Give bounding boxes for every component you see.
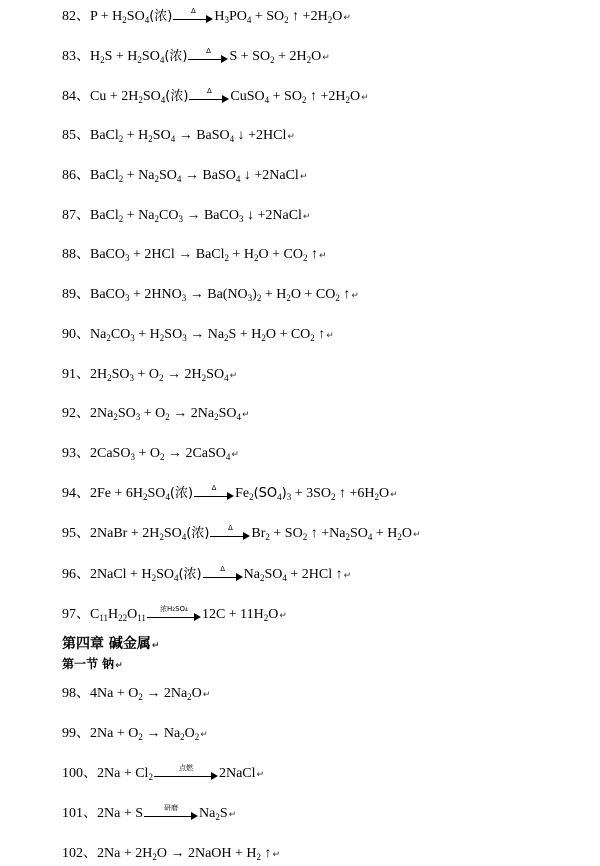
- return-mark-icon: ↵: [229, 371, 238, 381]
- heating-arrow: Δ: [173, 10, 213, 24]
- equation-94: 94、$2Fe + 6H_2SO_4$(浓) Δ $Fe_2(SO_4)_3 + 3SO_2$ ↑ $+6H_2O↵$: [62, 483, 398, 502]
- return-mark-icon: ↵: [256, 770, 265, 780]
- heating-arrow: Δ: [188, 50, 228, 64]
- equation-98: 98、$4Na + O_2$ → $2Na_2O↵$: [62, 686, 211, 702]
- return-mark-icon: ↵: [228, 810, 237, 820]
- return-mark-icon: ↵: [319, 251, 327, 261]
- return-mark-icon: ↵: [326, 331, 334, 341]
- equation-95: 95、2NaBr + $2H_2SO_4$(浓) Δ $Br_2 + SO_2$ ↑ $+Na_2SO_4$ + $H_2O↵$: [62, 523, 421, 542]
- heating-arrow: Δ: [194, 487, 234, 501]
- equation-82: 82、$P + H_2SO_4$(浓) Δ $H_3PO_4 + SO_2$ ↑ $+2H_2O↵$: [62, 6, 351, 25]
- heating-arrow: Δ: [189, 90, 229, 104]
- equation-92: 92、$2Na_2SO_3 + O_2$ → $2Na_2SO_4↵$: [62, 406, 250, 422]
- return-mark-icon: ↵: [200, 730, 208, 740]
- equation-91: 91、$2H_2SO_3 + O_2$ → $2H_2SO_4↵$: [62, 367, 238, 383]
- heating-arrow: Δ: [203, 568, 243, 582]
- equation-99: 99、$2Na + O_2$ → $Na_2O_2↵$: [62, 726, 208, 742]
- equation-85: 85、BaCl$_2$ + $H_2SO_4$ → BaSO$_4$ ↓ +2HCl↵: [62, 128, 295, 144]
- return-mark-icon: ↵: [390, 490, 398, 500]
- return-mark-icon: ↵: [272, 850, 281, 860]
- return-mark-icon: ↵: [322, 53, 330, 63]
- equation-83: 83、$H_2S + H_2SO_4$(浓) Δ $S + SO_2$ + $2H_2O↵$: [62, 46, 330, 65]
- section-title: 第一节 钠↵: [62, 657, 123, 671]
- chapter-title: 第四章 碱金属↵: [62, 636, 160, 652]
- equation-84: 84、$Cu + 2H_2SO_4$(浓) Δ CuSO$_4$ + $SO_2$ ↑ $+2H_2O↵$: [62, 86, 369, 105]
- return-mark-icon: ↵: [343, 571, 352, 581]
- equation-102: 102、$2Na + 2H_2O$ → 2NaOH + $H_2$ ↑↵: [62, 846, 281, 862]
- equation-89: 89、BaCO$_3$ + $2HNO_3 \to Ba(NO_3)_2 + H_2O + CO_2$ ↑↵: [62, 287, 359, 303]
- return-mark-icon: ↵: [231, 450, 239, 460]
- equation-100: 100、$2Na + Cl_2$ 点燃 2NaCl↵: [62, 763, 265, 782]
- equation-87: 87、BaCl$_2$ + $Na_2CO_3$ → BaCO$_3$ ↓ +2NaCl↵: [62, 208, 311, 224]
- return-mark-icon: ↵: [351, 291, 359, 301]
- return-mark-icon: ↵: [412, 530, 421, 540]
- equation-96: 96、2NaCl + $H_2SO_4$(浓) Δ $Na_2SO_4 + 2HCl$ ↑↵: [62, 564, 352, 583]
- heating-arrow: Δ: [210, 527, 250, 541]
- equation-93: 93、2CaSO$_3$ + $O_2$ → 2CaSO$_4$↵: [62, 446, 239, 462]
- return-mark-icon: ↵: [202, 690, 211, 700]
- return-mark-icon: ↵: [279, 611, 287, 621]
- equation-88: 88、BaCO$_3$ + 2HCl → BaCl$_2$ + $H_2O + CO_2$ ↑↵: [62, 247, 327, 263]
- return-mark-icon: ↵: [115, 661, 123, 671]
- return-mark-icon: ↵: [241, 410, 250, 420]
- equation-86: 86、BaCl$_2$ + $Na_2SO_4$ → BaSO$_4$ ↓ +2NaCl↵: [62, 168, 308, 184]
- return-mark-icon: ↵: [343, 13, 351, 23]
- return-mark-icon: ↵: [287, 132, 295, 142]
- return-mark-icon: ↵: [151, 641, 160, 651]
- catalyst-arrow: 浓H₂SO₄: [147, 608, 201, 622]
- return-mark-icon: ↵: [361, 93, 369, 103]
- equation-90: 90、$Na_2CO_3 + H_2SO_3 \to Na_2S + H_2O + CO_2$ ↑↵: [62, 327, 334, 343]
- equation-101: 101、2Na + S 研磨 $Na_2S↵$: [62, 803, 237, 822]
- grinding-arrow: 研磨: [144, 807, 198, 821]
- ignition-arrow: 点燃: [154, 767, 218, 781]
- return-mark-icon: ↵: [302, 212, 311, 222]
- equation-97: 97、$C_{11}H_{22}O_{11}$ 浓H₂SO₄ $12C + 11H_2O↵$: [62, 604, 287, 623]
- return-mark-icon: ↵: [299, 172, 308, 182]
